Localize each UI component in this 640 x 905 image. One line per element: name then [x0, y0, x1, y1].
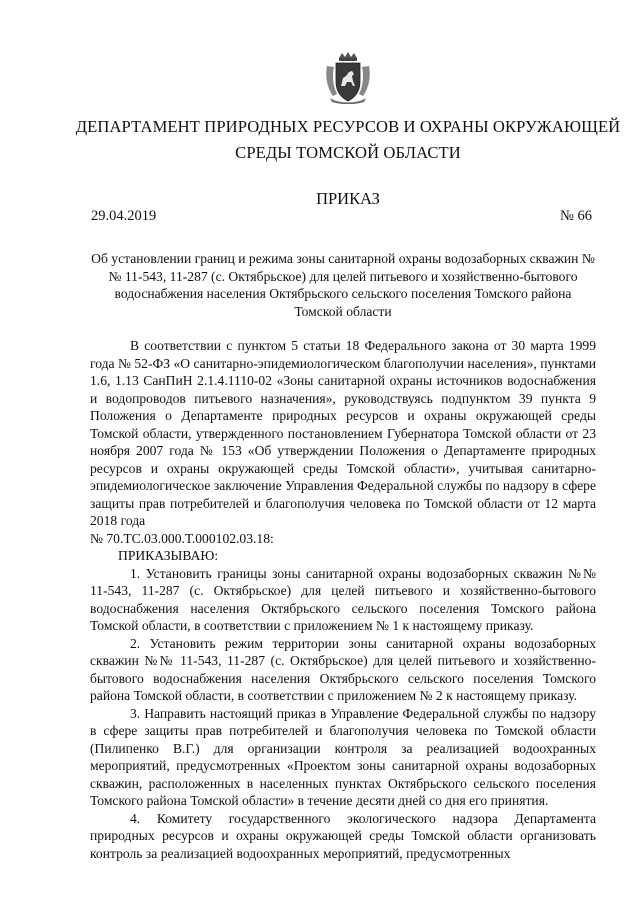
order-item: 2. Установить режим территории зоны санитарной охраны водозаборных скважин №№ 11-543, 11-287 (с. Октябрьское) для целей питьевого и хозяйственно-бытового водоснабжения населения Октябрьского сельского поселения Томского района Томской области, в соответствии с приложением № 2 к настоящему приказу.: [90, 635, 596, 703]
order-item: 4. Комитету государственного экологического надзора Департамента природных ресурсов и охраны окружающей среды Томской области организовать контроль за реализацией водоохранных мероприятий, предусмотренных: [90, 810, 596, 861]
document-number: № 66: [560, 208, 592, 224]
order-item: 3. Направить настоящий приказ в Управление Федеральной службы по надзору в сфере защиты прав потребителей и благополучия человека по Томской области (Пилипенко В.Г.) для организации контроля за реализацией водоохранных мероприятий, предусмотренных «Проектом зоны санитарной охраны водозаборных скважин, расположенных в населенных пунктах Октябрьского сельского поселения Томского района Томской области» в течение десяти дней со дня его принятия.: [90, 705, 596, 808]
order-word: ПРИКАЗЫВАЮ:: [118, 548, 219, 563]
document-body: [90, 337, 596, 862]
document-date: 29.04.2019: [91, 208, 157, 224]
preamble-end: № 70.ТС.03.000.Т.000102.03.18:: [90, 530, 274, 546]
order-item: 1. Установить границы зоны санитарной охраны водозаборных скважин №№ 11-543, 11-287 (с. Октябрьское) для целей питьевого и хозяйственно-бытового водоснабжения населения Октябрьского сельского поселения Томского района Томской области, в соответствии с приложением № 1 к настоящему приказу.: [90, 565, 596, 633]
organization-name: ДЕПАРТАМЕНТ ПРИРОДНЫХ РЕСУРСОВ И ОХРАНЫ ОКРУЖАЮЩЕЙ СРЕДЫ ТОМСКОЙ ОБЛАСТИ: [75, 117, 621, 162]
document-subject: Об установлении границ и режима зоны санитарной охраны водозаборных скважин №№ 11-543, 11-287 (с. Октябрьское) для целей питьевого и хозяйственно-бытового водоснабжения населения Октябрьского сельского поселения Томского района Томской области: [91, 251, 595, 319]
preamble-paragraph: В соответствии с пунктом 5 статьи 18 Федерального закона от 30 марта 1999 года № 52-ФЗ «О санитарно-эпидемиологическом благополучии населения», пунктами 1.6, 1.13 СанПиН 2.1.4.1110-02 «Зоны санитарной охраны источников водоснабжения и водопроводов питьевого назначения», руководствуясь подпунктом 39 пункта 9 Положения о Департаменте природных ресурсов и охраны окружающей среды Томской области, утвержденного постановлением Губернатора Томской области от 23 ноября 2007 года № 153 «Об утверждении Положения о Департаменте природных ресурсов и охраны окружающей среды Томской области», учитывая санитарно-эпидемиологическое заключение Управления Федеральной службы по надзору в сфере защиты прав потребителей и благополучия человека по Томской области от 12 марта 2018 года: [90, 338, 596, 528]
document-type: ПРИКАЗ: [316, 189, 380, 208]
coat-of-arms-icon: [324, 52, 372, 104]
